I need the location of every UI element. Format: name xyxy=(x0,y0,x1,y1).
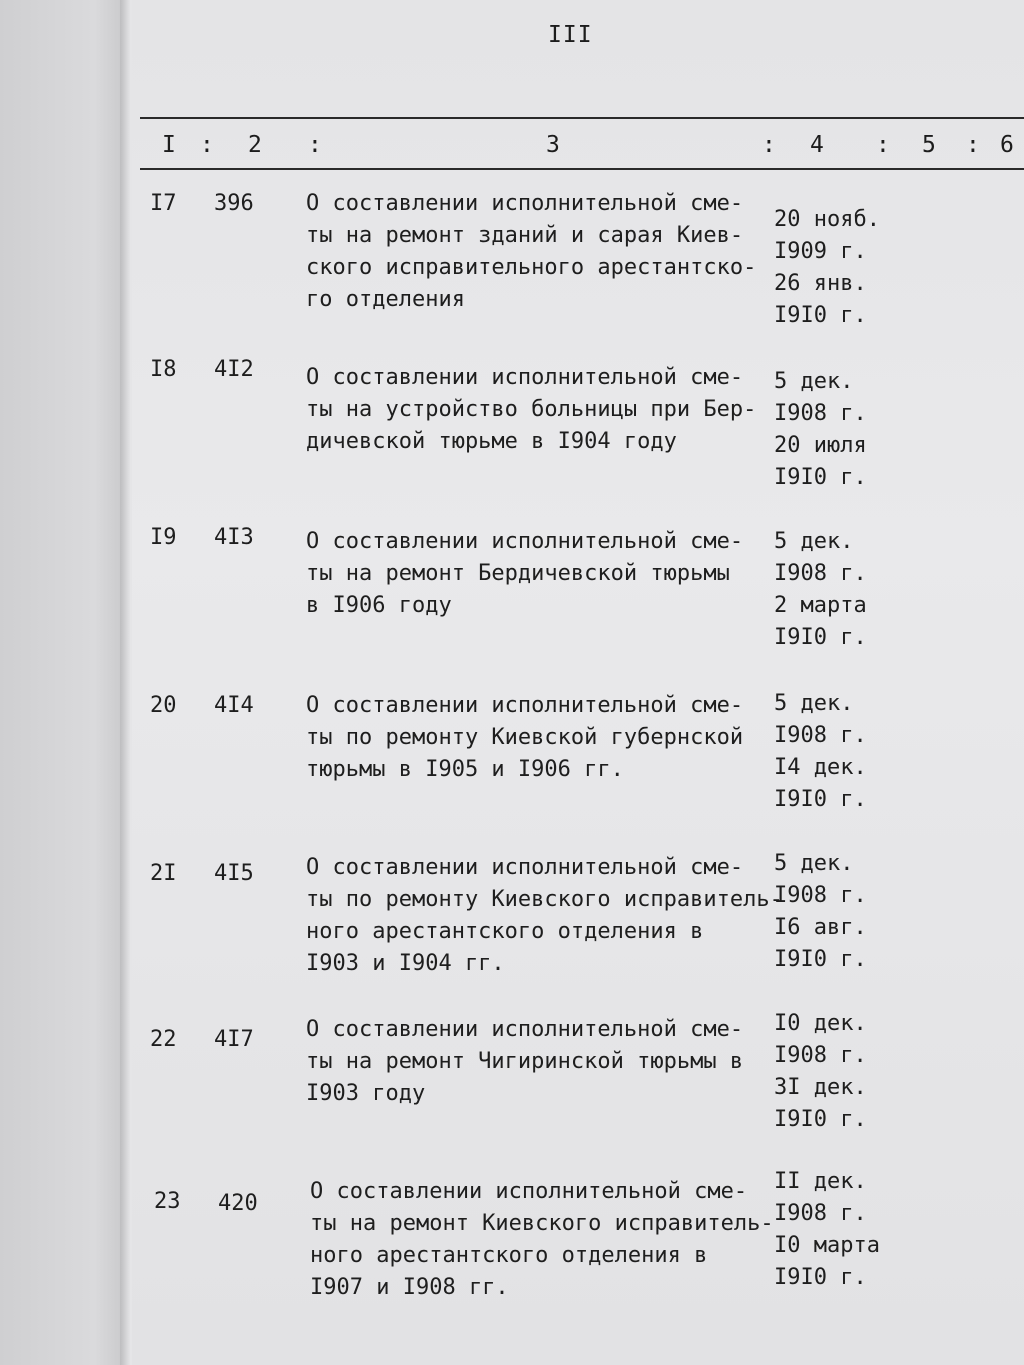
case-description: О составлении исполнительной сме- ты на ремонт Бердичевской тюрьмы в I906 году xyxy=(306,529,744,618)
header-col-3: 3 xyxy=(546,132,560,158)
facing-page xyxy=(0,0,135,1365)
case-number: 4I7 xyxy=(214,1027,254,1052)
header-separator: : xyxy=(308,132,322,158)
header-separator: : xyxy=(200,132,214,158)
case-number: 420 xyxy=(218,1191,258,1216)
row-number: I7 xyxy=(150,191,177,216)
case-number: 4I3 xyxy=(214,525,254,550)
header-bottom-rule xyxy=(140,168,1024,170)
case-dates: 5 дек. I908 г. I4 дек. I9I0 г. xyxy=(774,691,867,812)
row-number: 20 xyxy=(150,693,177,718)
case-description: О составлении исполнительной сме- ты по ремонту Киевской губернской тюрьмы в I905 и I906 гг. xyxy=(306,693,744,782)
row-number: 22 xyxy=(150,1027,177,1052)
case-dates: 5 дек. I908 г. 2 марта I9I0 г. xyxy=(774,529,867,650)
header-separator: : xyxy=(966,132,980,158)
row-number: I9 xyxy=(150,525,177,550)
case-number: 4I5 xyxy=(214,861,254,886)
header-separator: : xyxy=(762,132,776,158)
case-dates: II дек. I908 г. I0 марта I9I0 г. xyxy=(774,1169,880,1290)
case-dates: 5 дек. I908 г. 20 июля I9I0 г. xyxy=(774,369,867,490)
case-number: 396 xyxy=(214,191,254,216)
header-col-4: 4 xyxy=(810,132,824,158)
case-description: О составлении исполнительной сме- ты на устройство больницы при Бер- дичевской тюрьме в I904 году xyxy=(306,365,757,454)
header-separator: : xyxy=(876,132,890,158)
header-col-5: 5 xyxy=(922,132,936,158)
row-number: 2I xyxy=(150,861,177,886)
case-description: О составлении исполнительной сме- ты на ремонт Киевского исправитель- ного арестантского отделения в I907 и I908 гг. xyxy=(310,1179,774,1300)
case-dates: I0 дек. I908 г. 3I дек. I9I0 г. xyxy=(774,1011,867,1132)
case-description: О составлении исполнительной сме- ты на ремонт Чигиринской тюрьмы в I903 году xyxy=(306,1017,744,1106)
case-dates: 5 дек. I908 г. I6 авг. I9I0 г. xyxy=(774,851,867,972)
header-col-2: 2 xyxy=(248,132,262,158)
case-description: О составлении исполнительной сме- ты на ремонт зданий и сарая Киев- ского исправительного арестантско- го отделения xyxy=(306,191,757,312)
case-number: 4I2 xyxy=(214,357,254,382)
header-col-1: I xyxy=(162,132,176,158)
case-description: О составлении исполнительной сме- ты по ремонту Киевского исправитель- ного арестантского отделения в I903 и I904 гг. xyxy=(306,855,783,976)
case-dates: 20 нояб. I909 г. 26 янв. I9I0 г. xyxy=(774,207,880,328)
header-top-rule xyxy=(140,117,1024,119)
page-number: III xyxy=(548,22,593,48)
case-number: 4I4 xyxy=(214,693,254,718)
header-col-6: 6 xyxy=(1000,132,1014,158)
row-number: I8 xyxy=(150,357,177,382)
row-number: 23 xyxy=(154,1189,181,1214)
